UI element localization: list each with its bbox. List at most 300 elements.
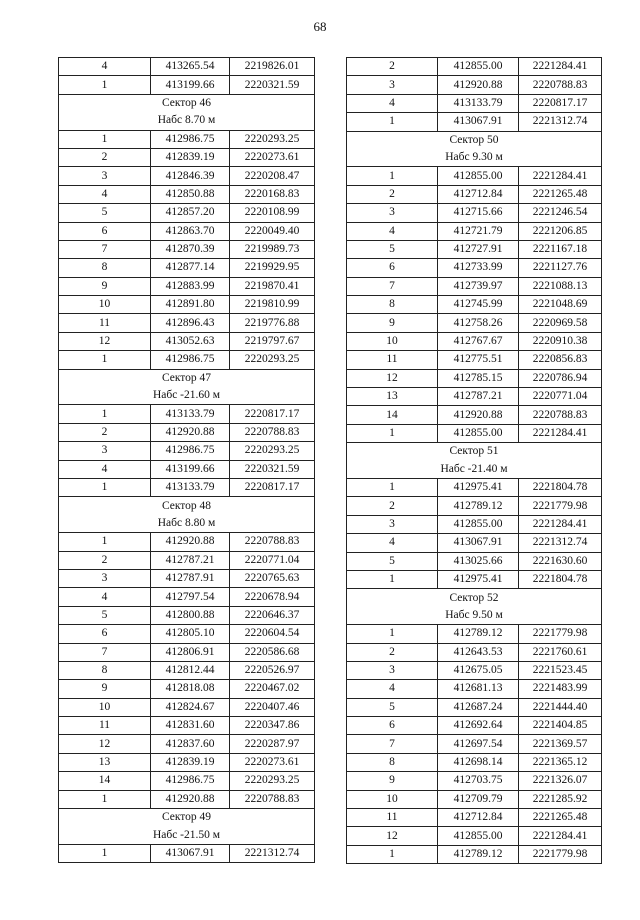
coordinate-y: 2221284.41 <box>519 58 602 76</box>
coordinate-x: 412758.26 <box>438 314 519 332</box>
coordinate-x: 412733.99 <box>438 259 519 277</box>
table-row <box>347 570 602 588</box>
point-number: 4 <box>347 94 438 112</box>
table-row <box>59 844 315 862</box>
coordinate-y: 2221284.41 <box>519 424 602 442</box>
coordinate-y: 2220788.83 <box>230 533 315 551</box>
point-number: 9 <box>59 680 151 698</box>
sector-title: Сектор 52 <box>347 589 602 607</box>
table-row <box>347 94 602 112</box>
table-row <box>347 222 602 240</box>
coordinate-x: 412855.00 <box>438 167 519 185</box>
sector-elevation: Набс 9.50 м <box>347 607 602 625</box>
point-number: 10 <box>347 332 438 350</box>
coordinate-y: 2220293.25 <box>230 442 315 460</box>
coordinate-x: 413133.79 <box>438 94 519 112</box>
sector-elevation-row <box>347 149 602 167</box>
point-number: 1 <box>347 167 438 185</box>
table-row <box>59 643 315 661</box>
table-row <box>347 167 602 185</box>
table-row <box>59 478 315 496</box>
point-number: 4 <box>59 185 151 203</box>
table-row <box>59 277 315 295</box>
point-number: 10 <box>347 790 438 808</box>
sector-elevation-row <box>347 607 602 625</box>
coordinate-y: 2220273.61 <box>230 148 315 166</box>
sector-title: Сектор 49 <box>59 809 315 827</box>
coordinate-x: 412709.79 <box>438 790 519 808</box>
table-row <box>59 76 315 94</box>
table-row <box>347 76 602 94</box>
point-number: 12 <box>347 827 438 845</box>
table-row <box>347 661 602 679</box>
coordinate-x: 412850.88 <box>151 185 230 203</box>
coordinate-y: 2221369.57 <box>519 735 602 753</box>
coordinate-y: 2220293.25 <box>230 130 315 148</box>
coordinate-y: 2221760.61 <box>519 643 602 661</box>
table-row <box>347 735 602 753</box>
coordinate-x: 412824.67 <box>151 698 230 716</box>
coordinate-x: 412712.84 <box>438 185 519 203</box>
coordinate-x: 412870.39 <box>151 240 230 258</box>
sector-elevation: Набс 8.80 м <box>59 515 315 533</box>
coordinate-x: 412675.05 <box>438 661 519 679</box>
point-number: 1 <box>59 405 151 423</box>
point-number: 6 <box>59 625 151 643</box>
coordinate-y: 2220407.46 <box>230 698 315 716</box>
table-row <box>59 130 315 148</box>
sector-header <box>59 497 315 515</box>
coordinate-y: 2220586.68 <box>230 643 315 661</box>
point-number: 1 <box>59 790 151 808</box>
table-row <box>59 296 315 314</box>
table-row <box>347 240 602 258</box>
coordinate-y: 2220910.38 <box>519 332 602 350</box>
table-row <box>347 478 602 496</box>
sector-header <box>59 94 315 112</box>
coordinate-y: 2220817.17 <box>519 94 602 112</box>
table-row <box>347 351 602 369</box>
point-number: 4 <box>347 534 438 552</box>
table-row <box>347 314 602 332</box>
coordinate-y: 2220678.94 <box>230 588 315 606</box>
table-row <box>59 442 315 460</box>
coordinate-x: 412855.00 <box>438 515 519 533</box>
table-row <box>347 113 602 131</box>
sector-elevation: Набс -21.60 м <box>59 387 315 405</box>
coordinate-y: 2221444.40 <box>519 698 602 716</box>
table-row <box>59 314 315 332</box>
sector-elevation: Набс 9.30 м <box>347 149 602 167</box>
table-row <box>59 240 315 258</box>
table-row <box>347 185 602 203</box>
point-number: 7 <box>59 643 151 661</box>
table-row <box>347 845 602 863</box>
coordinate-x: 412787.91 <box>151 569 230 587</box>
point-number: 6 <box>59 222 151 240</box>
coordinate-y: 2221312.74 <box>230 844 315 862</box>
coordinate-x: 413199.66 <box>151 460 230 478</box>
point-number: 1 <box>59 478 151 496</box>
coordinate-x: 412818.08 <box>151 680 230 698</box>
coordinate-y: 2220786.94 <box>519 369 602 387</box>
coordinate-x: 412715.66 <box>438 204 519 222</box>
coordinate-x: 412877.14 <box>151 259 230 277</box>
coordinate-y: 2220788.83 <box>230 790 315 808</box>
coordinate-y: 2221284.41 <box>519 515 602 533</box>
coordinate-x: 412883.99 <box>151 277 230 295</box>
coordinate-x: 413199.66 <box>151 76 230 94</box>
table-row <box>347 388 602 406</box>
point-number: 4 <box>347 222 438 240</box>
coordinate-x: 412812.44 <box>151 661 230 679</box>
point-number: 10 <box>59 698 151 716</box>
table-row <box>347 204 602 222</box>
table-row <box>59 698 315 716</box>
coordinate-x: 412846.39 <box>151 167 230 185</box>
sector-title: Сектор 51 <box>347 443 602 461</box>
coordinate-x: 412920.88 <box>151 423 230 441</box>
sector-header <box>347 589 602 607</box>
coordinate-y: 2220771.04 <box>230 551 315 569</box>
point-number: 13 <box>59 753 151 771</box>
coordinate-x: 412986.75 <box>151 772 230 790</box>
coordinate-x: 413025.66 <box>438 552 519 570</box>
coordinate-x: 412687.24 <box>438 698 519 716</box>
coordinate-y: 2220168.83 <box>230 185 315 203</box>
table-row <box>347 790 602 808</box>
coordinate-x: 412920.88 <box>438 406 519 424</box>
point-number: 3 <box>347 661 438 679</box>
point-number: 1 <box>347 424 438 442</box>
point-number: 13 <box>347 388 438 406</box>
table-row <box>59 423 315 441</box>
point-number: 9 <box>59 277 151 295</box>
coordinate-y: 2221483.99 <box>519 680 602 698</box>
coordinate-x: 412727.91 <box>438 240 519 258</box>
point-number: 1 <box>347 570 438 588</box>
coordinate-y: 2221804.78 <box>519 478 602 496</box>
table-row <box>59 717 315 735</box>
point-number: 1 <box>347 478 438 496</box>
coordinate-x: 412839.19 <box>151 753 230 771</box>
sector-header <box>59 369 315 387</box>
table-row <box>347 497 602 515</box>
coordinate-y: 2219810.99 <box>230 296 315 314</box>
table-row <box>347 332 602 350</box>
point-number: 2 <box>347 643 438 661</box>
table-row <box>59 222 315 240</box>
point-number: 3 <box>59 569 151 587</box>
coordinate-x: 412789.12 <box>438 497 519 515</box>
table-row <box>59 606 315 624</box>
table-row <box>59 735 315 753</box>
point-number: 12 <box>347 369 438 387</box>
coordinate-y: 2221265.48 <box>519 185 602 203</box>
coordinate-x: 412721.79 <box>438 222 519 240</box>
point-number: 3 <box>347 204 438 222</box>
coordinate-x: 412785.15 <box>438 369 519 387</box>
table-row <box>59 569 315 587</box>
point-number: 2 <box>59 423 151 441</box>
coordinate-x: 412698.14 <box>438 753 519 771</box>
coordinate-y: 2220817.17 <box>230 478 315 496</box>
coordinate-x: 413265.54 <box>151 58 230 76</box>
coordinate-y: 2221312.74 <box>519 113 602 131</box>
coordinate-y: 2220321.59 <box>230 76 315 94</box>
point-number: 3 <box>59 442 151 460</box>
point-number: 12 <box>59 332 151 350</box>
point-number: 1 <box>347 625 438 643</box>
point-number: 2 <box>59 148 151 166</box>
table-row <box>347 698 602 716</box>
table-row <box>59 460 315 478</box>
point-number: 11 <box>347 809 438 827</box>
coordinate-y: 2221246.54 <box>519 204 602 222</box>
sector-header <box>59 809 315 827</box>
coordinate-x: 412681.13 <box>438 680 519 698</box>
sector-elevation-row <box>59 387 315 405</box>
table-row <box>347 753 602 771</box>
coordinates-table-left <box>58 57 315 863</box>
point-number: 11 <box>347 351 438 369</box>
coordinate-y: 2221804.78 <box>519 570 602 588</box>
table-row <box>59 588 315 606</box>
coordinate-x: 412767.67 <box>438 332 519 350</box>
coordinate-y: 2221285.92 <box>519 790 602 808</box>
coordinate-x: 412986.75 <box>151 130 230 148</box>
point-number: 1 <box>59 76 151 94</box>
point-number: 5 <box>347 552 438 570</box>
coordinate-y: 2221127.76 <box>519 259 602 277</box>
point-number: 1 <box>59 844 151 862</box>
coordinate-x: 412975.41 <box>438 570 519 588</box>
sector-elevation-row <box>59 826 315 844</box>
coordinate-x: 412986.75 <box>151 351 230 369</box>
coordinate-y: 2221167.18 <box>519 240 602 258</box>
table-row <box>347 809 602 827</box>
sector-title: Сектор 48 <box>59 497 315 515</box>
table-row <box>347 515 602 533</box>
table-row <box>347 717 602 735</box>
coordinate-y: 2221630.60 <box>519 552 602 570</box>
table-row <box>347 259 602 277</box>
table-row <box>347 58 602 76</box>
point-number: 2 <box>347 185 438 203</box>
coordinates-table-right <box>346 57 602 864</box>
point-number: 4 <box>59 58 151 76</box>
table-row <box>59 259 315 277</box>
table-row <box>347 643 602 661</box>
point-number: 14 <box>59 772 151 790</box>
coordinate-y: 2221088.13 <box>519 277 602 295</box>
table-row <box>347 369 602 387</box>
point-number: 6 <box>347 259 438 277</box>
point-number: 1 <box>59 533 151 551</box>
coordinate-y: 2221312.74 <box>519 534 602 552</box>
table-row <box>59 204 315 222</box>
coordinate-x: 412855.00 <box>438 58 519 76</box>
table-row <box>59 772 315 790</box>
point-number: 1 <box>347 845 438 863</box>
coordinate-x: 412855.00 <box>438 424 519 442</box>
point-number: 5 <box>347 240 438 258</box>
coordinate-x: 412739.97 <box>438 277 519 295</box>
point-number: 3 <box>347 515 438 533</box>
coordinate-y: 2221779.98 <box>519 625 602 643</box>
coordinate-x: 413067.91 <box>438 534 519 552</box>
table-row <box>347 552 602 570</box>
coordinate-x: 412920.88 <box>151 533 230 551</box>
point-number: 11 <box>59 717 151 735</box>
table-row <box>347 406 602 424</box>
table-row <box>347 680 602 698</box>
coordinate-y: 2220526.97 <box>230 661 315 679</box>
point-number: 14 <box>347 406 438 424</box>
page-number: 68 <box>313 19 327 34</box>
coordinate-x: 413133.79 <box>151 405 230 423</box>
coordinate-x: 412789.12 <box>438 845 519 863</box>
coordinate-x: 412805.10 <box>151 625 230 643</box>
coordinate-y: 2220604.54 <box>230 625 315 643</box>
point-number: 2 <box>347 497 438 515</box>
coordinate-y: 2221284.41 <box>519 167 602 185</box>
sector-header <box>347 443 602 461</box>
coordinate-y: 2220646.37 <box>230 606 315 624</box>
coordinate-x: 412855.00 <box>438 827 519 845</box>
sector-title: Сектор 46 <box>59 94 315 112</box>
coordinate-x: 412775.51 <box>438 351 519 369</box>
point-number: 11 <box>59 314 151 332</box>
point-number: 8 <box>347 296 438 314</box>
coordinate-y: 2220108.99 <box>230 204 315 222</box>
point-number: 1 <box>59 351 151 369</box>
table-row <box>59 790 315 808</box>
coordinate-y: 2220287.97 <box>230 735 315 753</box>
point-number: 8 <box>59 661 151 679</box>
table-row <box>59 405 315 423</box>
point-number: 8 <box>347 753 438 771</box>
table-row <box>59 167 315 185</box>
coordinate-x: 412986.75 <box>151 442 230 460</box>
table-row <box>59 680 315 698</box>
point-number: 2 <box>59 551 151 569</box>
coordinate-x: 413133.79 <box>151 478 230 496</box>
coordinate-x: 412806.91 <box>151 643 230 661</box>
coordinate-y: 2220321.59 <box>230 460 315 478</box>
coordinate-x: 412800.88 <box>151 606 230 624</box>
coordinate-y: 2220788.83 <box>230 423 315 441</box>
coordinate-y: 2220788.83 <box>519 76 602 94</box>
table-row <box>59 332 315 350</box>
coordinate-y: 2221206.85 <box>519 222 602 240</box>
point-number: 5 <box>59 606 151 624</box>
table-row <box>59 625 315 643</box>
table-row <box>347 296 602 314</box>
coordinate-x: 412643.53 <box>438 643 519 661</box>
coordinate-x: 413052.63 <box>151 332 230 350</box>
coordinate-x: 412703.75 <box>438 772 519 790</box>
coordinate-y: 2220347.86 <box>230 717 315 735</box>
coordinate-x: 413067.91 <box>438 113 519 131</box>
coordinate-x: 412839.19 <box>151 148 230 166</box>
coordinate-y: 2221048.69 <box>519 296 602 314</box>
sector-elevation-row <box>59 112 315 130</box>
sector-elevation-row <box>59 515 315 533</box>
coordinate-y: 2219929.95 <box>230 259 315 277</box>
coordinate-y: 2220765.63 <box>230 569 315 587</box>
table-row <box>59 551 315 569</box>
coordinate-y: 2219826.01 <box>230 58 315 76</box>
coordinate-y: 2220293.25 <box>230 772 315 790</box>
coordinate-x: 412837.60 <box>151 735 230 753</box>
coordinate-y: 2221779.98 <box>519 845 602 863</box>
coordinate-x: 413067.91 <box>151 844 230 862</box>
point-number: 7 <box>347 277 438 295</box>
coordinate-x: 412697.54 <box>438 735 519 753</box>
point-number: 7 <box>59 240 151 258</box>
table-row <box>347 424 602 442</box>
coordinate-y: 2220856.83 <box>519 351 602 369</box>
coordinate-y: 2220208.47 <box>230 167 315 185</box>
sector-elevation-row <box>347 461 602 479</box>
sector-elevation: Набс -21.40 м <box>347 461 602 479</box>
point-number: 4 <box>347 680 438 698</box>
coordinate-y: 2219989.73 <box>230 240 315 258</box>
coordinate-x: 412896.43 <box>151 314 230 332</box>
point-number: 5 <box>59 204 151 222</box>
coordinate-x: 412745.99 <box>438 296 519 314</box>
point-number: 7 <box>347 735 438 753</box>
coordinate-x: 412920.88 <box>438 76 519 94</box>
table-row <box>59 661 315 679</box>
coordinate-y: 2221326.07 <box>519 772 602 790</box>
coordinate-y: 2220293.25 <box>230 351 315 369</box>
point-number: 2 <box>347 58 438 76</box>
coordinate-x: 412787.21 <box>438 388 519 406</box>
point-number: 4 <box>59 460 151 478</box>
coordinate-y: 2220049.40 <box>230 222 315 240</box>
point-number: 5 <box>347 698 438 716</box>
table-row <box>59 351 315 369</box>
point-number: 12 <box>59 735 151 753</box>
coordinate-y: 2221779.98 <box>519 497 602 515</box>
coordinate-x: 412831.60 <box>151 717 230 735</box>
sector-elevation: Набс -21.50 м <box>59 826 315 844</box>
point-number: 1 <box>347 113 438 131</box>
point-number: 10 <box>59 296 151 314</box>
point-number: 8 <box>59 259 151 277</box>
point-number: 9 <box>347 314 438 332</box>
coordinate-x: 412797.54 <box>151 588 230 606</box>
coordinate-y: 2220788.83 <box>519 406 602 424</box>
coordinate-x: 412787.21 <box>151 551 230 569</box>
point-number: 3 <box>347 76 438 94</box>
coordinate-x: 412712.84 <box>438 809 519 827</box>
coordinate-y: 2221284.41 <box>519 827 602 845</box>
coordinate-y: 2219797.67 <box>230 332 315 350</box>
point-number: 9 <box>347 772 438 790</box>
coordinate-y: 2221265.48 <box>519 809 602 827</box>
coordinate-x: 412975.41 <box>438 478 519 496</box>
table-row <box>347 534 602 552</box>
table-row <box>59 185 315 203</box>
table-row <box>347 772 602 790</box>
coordinate-y: 2219776.88 <box>230 314 315 332</box>
point-number: 4 <box>59 588 151 606</box>
point-number: 3 <box>59 167 151 185</box>
coordinate-y: 2220969.58 <box>519 314 602 332</box>
